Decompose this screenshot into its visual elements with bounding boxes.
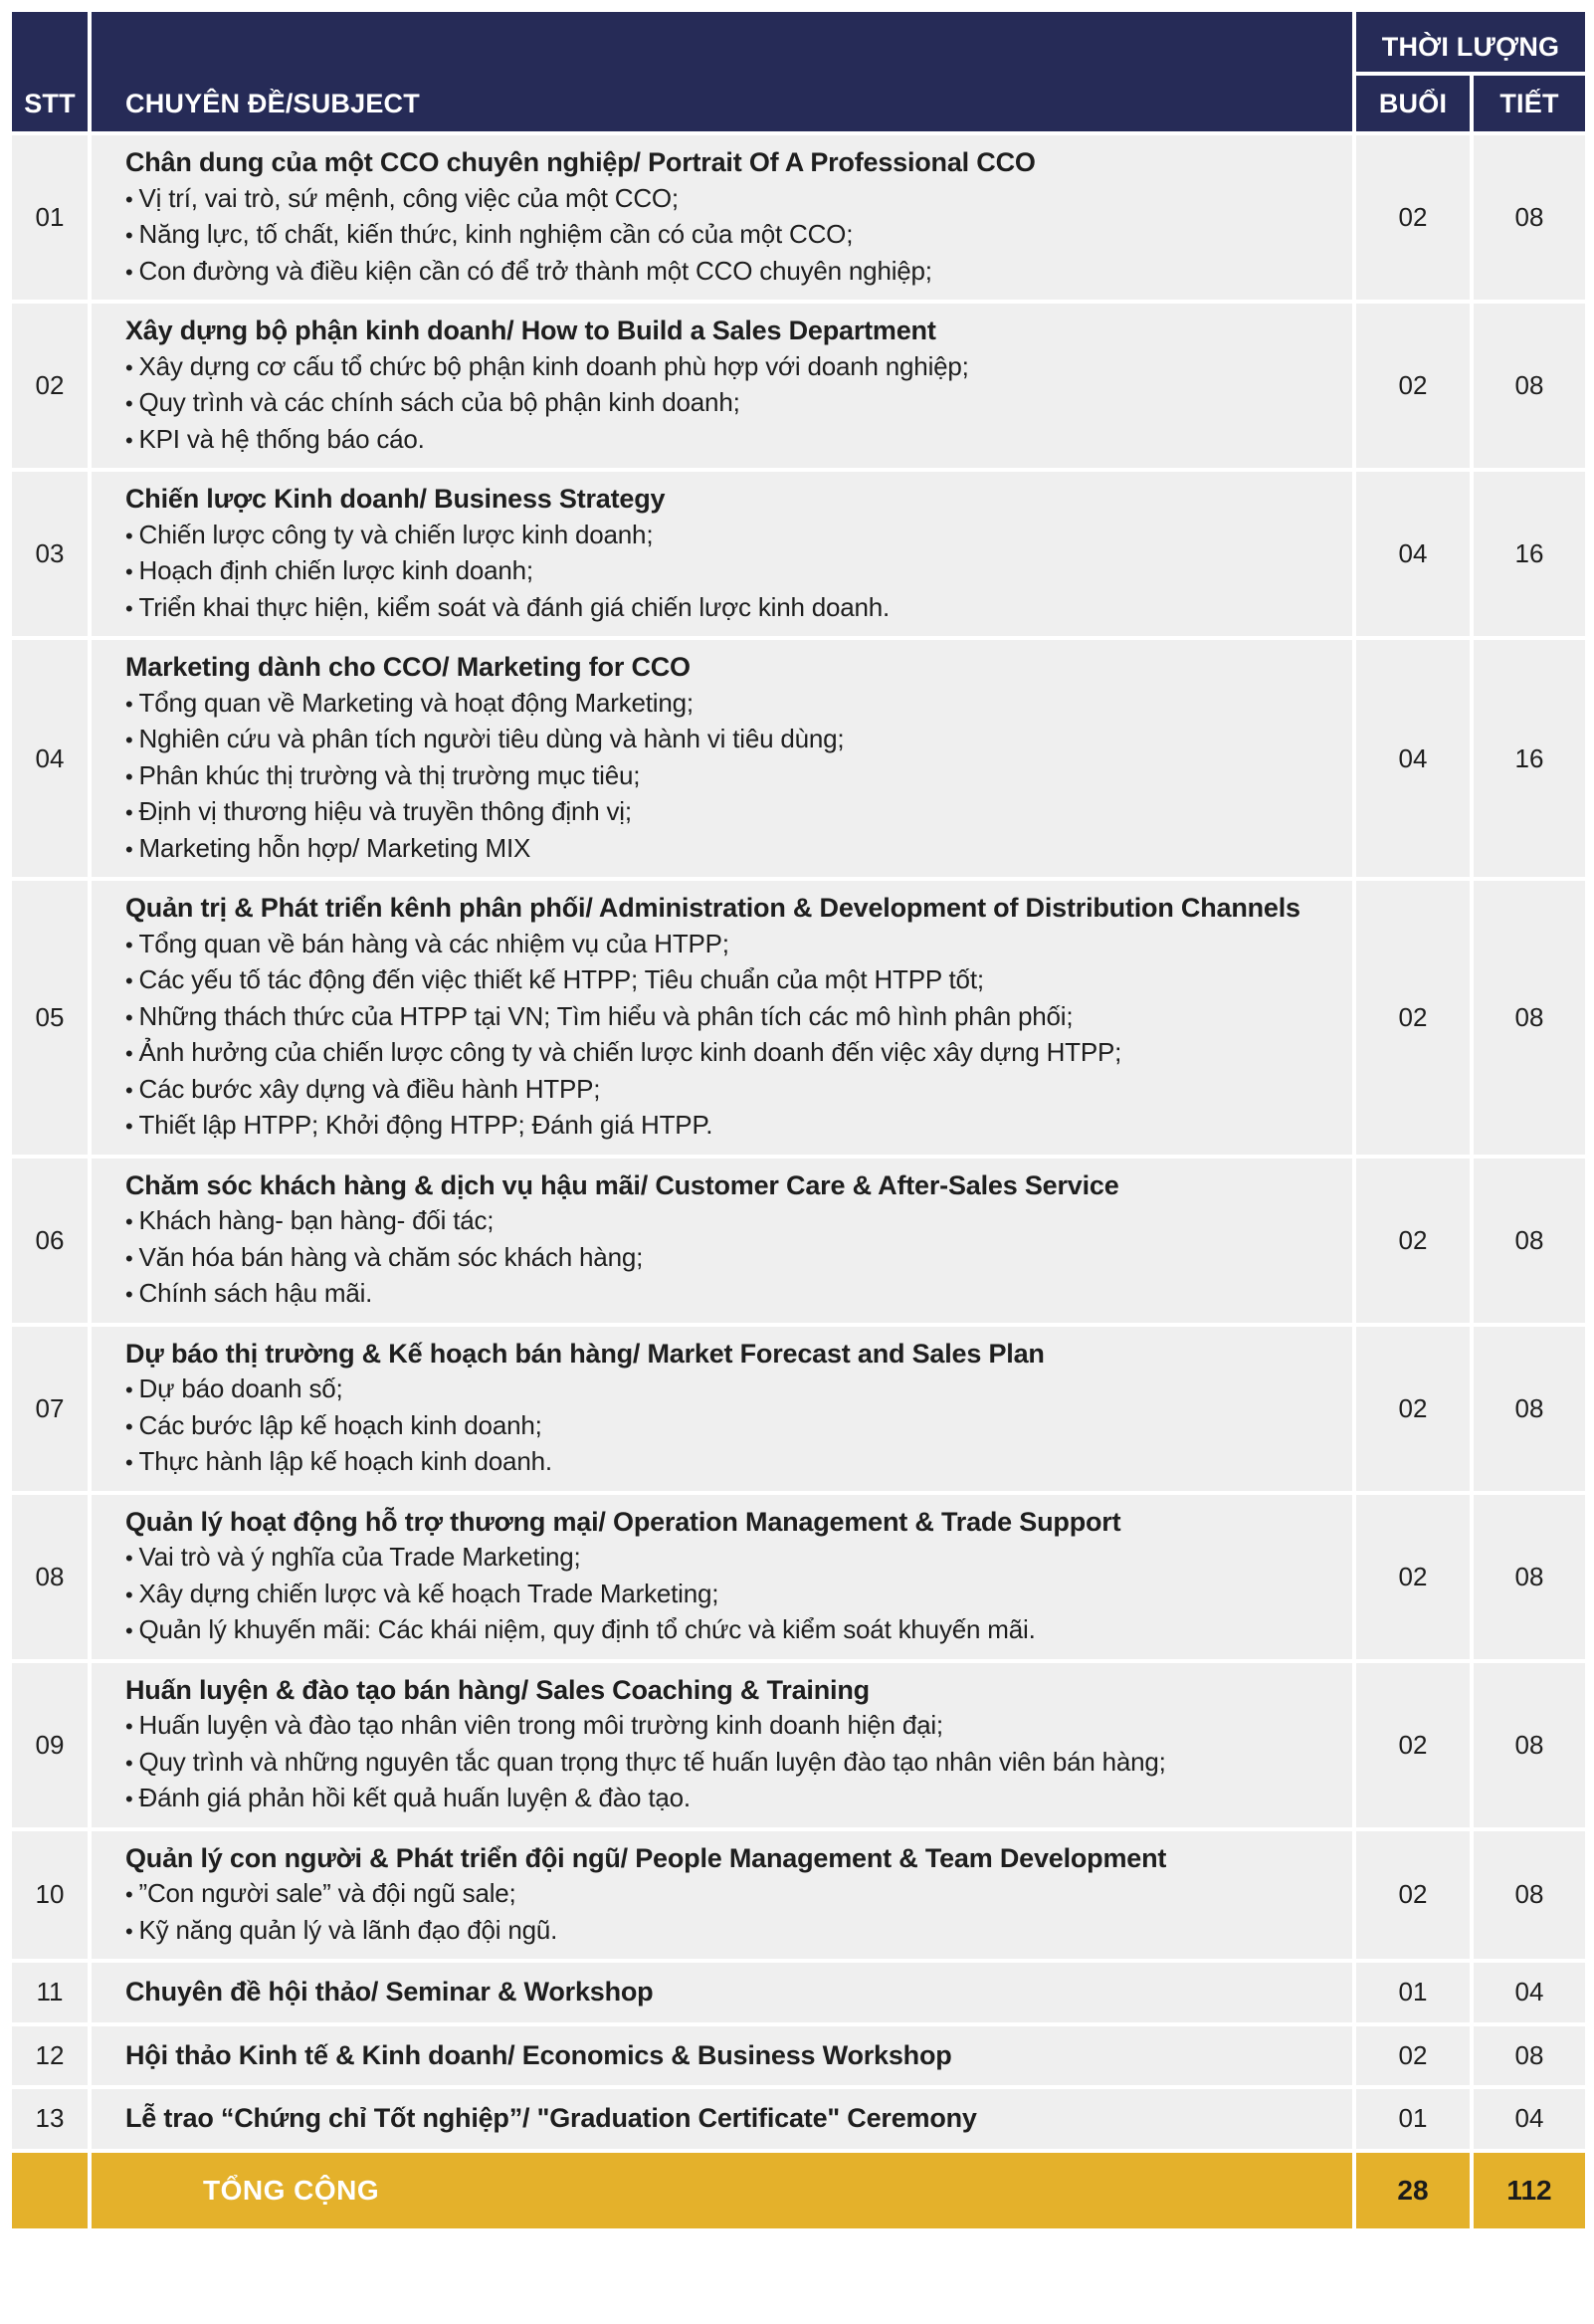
subject-bullets <box>125 518 1342 627</box>
subject-bullets <box>125 1372 1342 1481</box>
periods-cell: 08 <box>1474 304 1585 472</box>
table-row <box>12 2026 1585 2090</box>
row-number: 09 <box>12 1663 92 1831</box>
header-subject: CHUYÊN ĐỀ/SUBJECT <box>92 12 1356 135</box>
subject-cell <box>92 2026 1356 2090</box>
subject-bullets <box>125 1540 1342 1649</box>
periods-cell: 08 <box>1474 1495 1585 1663</box>
subject-bullets <box>125 927 1342 1145</box>
table-row <box>12 881 1585 1159</box>
table-row <box>12 472 1585 640</box>
header-stt: STT <box>12 12 92 135</box>
periods-cell: 16 <box>1474 640 1585 881</box>
subject-cell <box>92 304 1356 472</box>
curriculum-table <box>12 12 1585 2232</box>
bullet-item: • ”Con người sale” và đội ngũ sale; <box>125 1876 1342 1913</box>
row-number: 06 <box>12 1159 92 1327</box>
bullet-item: • Phân khúc thị trường và thị trường mục tiêu; <box>125 758 1342 795</box>
table-row <box>12 2089 1585 2153</box>
sessions-cell: 02 <box>1356 881 1474 1159</box>
table-body <box>12 135 1585 2153</box>
bullet-item: • KPI và hệ thống báo cáo. <box>125 422 1342 459</box>
table-row <box>12 1495 1585 1663</box>
sessions-cell: 02 <box>1356 1159 1474 1327</box>
subject-cell <box>92 472 1356 640</box>
subject-title: Chuyên đề hội thảo/ Seminar & Workshop <box>125 1977 654 2007</box>
sessions-cell: 04 <box>1356 472 1474 640</box>
table-row <box>12 1327 1585 1495</box>
bullet-item: • Kỹ năng quản lý và lãnh đạo đội ngũ. <box>125 1913 1342 1950</box>
periods-cell: 04 <box>1474 1963 1585 2026</box>
subject-cell <box>92 1831 1356 1964</box>
row-number: 04 <box>12 640 92 881</box>
periods-cell: 08 <box>1474 2026 1585 2090</box>
subject-cell <box>92 881 1356 1159</box>
bullet-item: • Tổng quan về bán hàng và các nhiệm vụ của HTPP; <box>125 927 1342 963</box>
bullet-item: • Hoạch định chiến lược kinh doanh; <box>125 553 1342 590</box>
row-number: 07 <box>12 1327 92 1495</box>
periods-cell: 08 <box>1474 1327 1585 1495</box>
bullet-item: • Những thách thức của HTPP tại VN; Tìm hiểu và phân tích các mô hình phân phối; <box>125 999 1342 1036</box>
sessions-cell: 01 <box>1356 1963 1474 2026</box>
total-stt-cell <box>12 2153 92 2232</box>
subject-title: Chăm sóc khách hàng & dịch vụ hậu mãi/ Customer Care & After-Sales Service <box>125 1169 1119 1200</box>
subject-title: Quản lý hoạt động hỗ trợ thương mại/ Operation Management & Trade Support <box>125 1506 1121 1537</box>
table-header <box>12 12 1585 135</box>
subject-bullets <box>125 1203 1342 1313</box>
bullet-item: • Thực hành lập kế hoạch kinh doanh. <box>125 1444 1342 1481</box>
header-periods: TIẾT <box>1474 76 1585 135</box>
bullet-item: • Khách hàng- bạn hàng- đối tác; <box>125 1203 1342 1240</box>
table-row <box>12 1831 1585 1964</box>
subject-title: Quản trị & Phát triển kênh phân phối/ Administration & Development of Distribution Channels <box>125 893 1300 923</box>
periods-cell: 08 <box>1474 1663 1585 1831</box>
bullet-item: • Định vị thương hiệu và truyền thông định vị; <box>125 794 1342 831</box>
bullet-item: • Vị trí, vai trò, sứ mệnh, công việc của một CCO; <box>125 181 1342 218</box>
row-number: 03 <box>12 472 92 640</box>
subject-cell <box>92 1495 1356 1663</box>
subject-cell <box>92 2089 1356 2153</box>
bullet-item: • Văn hóa bán hàng và chăm sóc khách hàng; <box>125 1240 1342 1277</box>
subject-title: Lễ trao “Chứng chỉ Tốt nghiệp”/ "Graduation Certificate" Ceremony <box>125 2103 977 2133</box>
row-number: 10 <box>12 1831 92 1964</box>
row-number: 11 <box>12 1963 92 2026</box>
subject-title: Quản lý con người & Phát triển đội ngũ/ People Management & Team Development <box>125 1842 1167 1873</box>
row-number: 08 <box>12 1495 92 1663</box>
periods-cell: 04 <box>1474 2089 1585 2153</box>
bullet-item: • Quy trình và các chính sách của bộ phận kinh doanh; <box>125 385 1342 422</box>
table-row <box>12 640 1585 881</box>
periods-cell: 08 <box>1474 135 1585 304</box>
bullet-item: • Nghiên cứu và phân tích người tiêu dùng và hành vi tiêu dùng; <box>125 722 1342 758</box>
periods-cell: 08 <box>1474 1831 1585 1964</box>
header-sessions: BUỔI <box>1356 76 1474 135</box>
sessions-cell: 02 <box>1356 2026 1474 2090</box>
bullet-item: • Triển khai thực hiện, kiểm soát và đánh giá chiến lược kinh doanh. <box>125 590 1342 627</box>
subject-title: Hội thảo Kinh tế & Kinh doanh/ Economics & Business Workshop <box>125 2039 952 2070</box>
table-row <box>12 135 1585 304</box>
subject-cell <box>92 640 1356 881</box>
sessions-cell: 04 <box>1356 640 1474 881</box>
bullet-item: • Đánh giá phản hồi kết quả huấn luyện & đào tạo. <box>125 1781 1342 1817</box>
sessions-cell: 01 <box>1356 2089 1474 2153</box>
subject-title: Xây dựng bộ phận kinh doanh/ How to Build a Sales Department <box>125 316 936 345</box>
periods-cell: 08 <box>1474 881 1585 1159</box>
bullet-item: • Huấn luyện và đào tạo nhân viên trong môi trường kinh doanh hiện đại; <box>125 1708 1342 1745</box>
row-number: 12 <box>12 2026 92 2090</box>
subject-bullets <box>125 1708 1342 1817</box>
sessions-cell: 02 <box>1356 1327 1474 1495</box>
sessions-cell: 02 <box>1356 1831 1474 1964</box>
bullet-item: • Các bước lập kế hoạch kinh doanh; <box>125 1408 1342 1445</box>
subject-bullets <box>125 1876 1342 1949</box>
bullet-item: • Xây dựng chiến lược và kế hoạch Trade Marketing; <box>125 1577 1342 1613</box>
total-row <box>12 2153 1585 2232</box>
subject-cell <box>92 1327 1356 1495</box>
sessions-cell: 02 <box>1356 304 1474 472</box>
bullet-item: • Marketing hỗn hợp/ Marketing MIX <box>125 831 1342 868</box>
bullet-item: • Dự báo doanh số; <box>125 1372 1342 1408</box>
row-number: 02 <box>12 304 92 472</box>
subject-cell <box>92 1159 1356 1327</box>
subject-bullets <box>125 181 1342 291</box>
sessions-cell: 02 <box>1356 1663 1474 1831</box>
bullet-item: • Quy trình và những nguyên tắc quan trọng thực tế huấn luyện đào tạo nhân viên bán hàng; <box>125 1745 1342 1782</box>
row-number: 05 <box>12 881 92 1159</box>
subject-bullets <box>125 349 1342 459</box>
total-label: TỔNG CỘNG <box>92 2153 1356 2232</box>
bullet-item: • Các bước xây dựng và điều hành HTPP; <box>125 1072 1342 1109</box>
bullet-item: • Năng lực, tố chất, kiến thức, kinh nghiệm cần có của một CCO; <box>125 217 1342 254</box>
row-number: 13 <box>12 2089 92 2153</box>
subject-title: Marketing dành cho CCO/ Marketing for CCO <box>125 652 691 682</box>
header-duration: THỜI LƯỢNG <box>1356 12 1585 76</box>
bullet-item: • Quản lý khuyến mãi: Các khái niệm, quy định tổ chức và kiểm soát khuyến mãi. <box>125 1612 1342 1649</box>
subject-cell <box>92 135 1356 304</box>
row-number: 01 <box>12 135 92 304</box>
subject-title: Huấn luyện & đào tạo bán hàng/ Sales Coaching & Training <box>125 1674 870 1705</box>
bullet-item: • Các yếu tố tác động đến việc thiết kế HTPP; Tiêu chuẩn của một HTPP tốt; <box>125 962 1342 999</box>
periods-cell: 16 <box>1474 472 1585 640</box>
table-row <box>12 1159 1585 1327</box>
bullet-item: • Con đường và điều kiện cần có để trở thành một CCO chuyên nghiệp; <box>125 254 1342 291</box>
table-row <box>12 1963 1585 2026</box>
sessions-cell: 02 <box>1356 1495 1474 1663</box>
bullet-item: • Ảnh hưởng của chiến lược công ty và chiến lược kinh doanh đến việc xây dựng HTPP; <box>125 1035 1342 1072</box>
subject-bullets <box>125 686 1342 868</box>
bullet-item: • Xây dựng cơ cấu tổ chức bộ phận kinh doanh phù hợp với doanh nghiệp; <box>125 349 1342 386</box>
bullet-item: • Vai trò và ý nghĩa của Trade Marketing; <box>125 1540 1342 1577</box>
table-row <box>12 304 1585 472</box>
sessions-cell: 02 <box>1356 135 1474 304</box>
total-periods: 112 <box>1474 2153 1585 2232</box>
subject-title: Chiến lược Kinh doanh/ Business Strategy <box>125 484 666 514</box>
table-row <box>12 1663 1585 1831</box>
subject-cell <box>92 1663 1356 1831</box>
periods-cell: 08 <box>1474 1159 1585 1327</box>
subject-title: Chân dung của một CCO chuyên nghiệp/ Portrait Of A Professional CCO <box>125 147 1036 177</box>
bullet-item: • Thiết lập HTPP; Khởi động HTPP; Đánh giá HTPP. <box>125 1108 1342 1145</box>
bullet-item: • Tổng quan về Marketing và hoạt động Marketing; <box>125 686 1342 723</box>
bullet-item: • Chính sách hậu mãi. <box>125 1276 1342 1313</box>
bullet-item: • Chiến lược công ty và chiến lược kinh doanh; <box>125 518 1342 554</box>
subject-cell <box>92 1963 1356 2026</box>
total-sessions: 28 <box>1356 2153 1474 2232</box>
subject-title: Dự báo thị trường & Kế hoạch bán hàng/ Market Forecast and Sales Plan <box>125 1338 1045 1369</box>
